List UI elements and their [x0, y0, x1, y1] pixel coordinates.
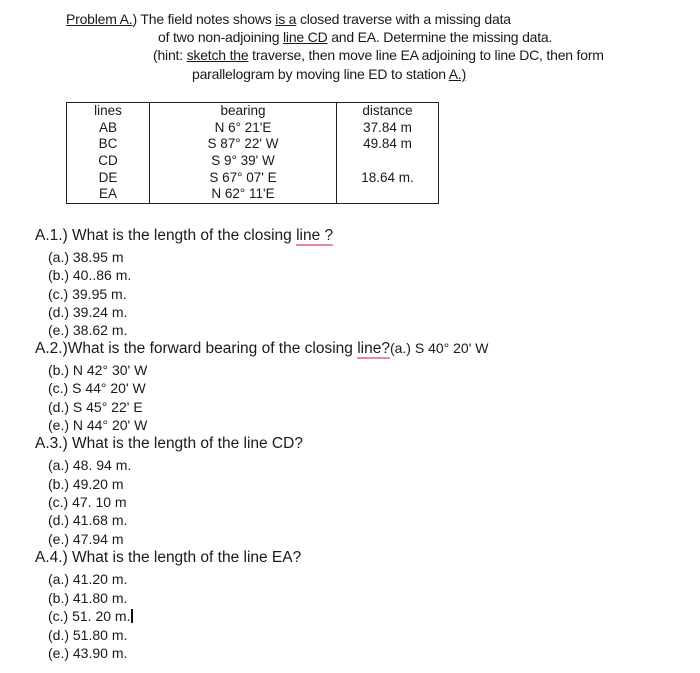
- option-a3-a: (a.) 48. 94 m.: [48, 457, 132, 473]
- question-text: A.1.) What is the length of the closing: [35, 227, 297, 244]
- cell-line: BC: [67, 136, 150, 153]
- option-a2-e: (e.) N 44° 20' W: [48, 417, 148, 433]
- traverse-table: [66, 102, 439, 204]
- table-row: [67, 186, 439, 203]
- problem-text-underlined: is a: [275, 11, 297, 27]
- cell-distance: 49.84 m: [337, 136, 439, 153]
- problem-text: closed traverse with a missing data: [296, 11, 511, 27]
- option-a4-b: (b.) 41.80 m.: [48, 590, 128, 606]
- problem-text: parallelogram by moving line ED to station: [192, 66, 449, 82]
- option-a3-b: (b.) 49.20 m: [48, 476, 124, 492]
- option-a1-c: (c.) 39.95 m.: [48, 286, 127, 302]
- option-a2-b: (b.) N 42° 30' W: [48, 362, 148, 378]
- cell-bearing: S 87° 22' W: [150, 136, 337, 153]
- cell-line: CD: [67, 153, 150, 170]
- text-cursor: [131, 609, 133, 623]
- cell-bearing: S 67° 07' E: [150, 169, 337, 186]
- question-text-flagged: line ?: [296, 227, 334, 244]
- option-a2-a: (a.) S 40° 20' W: [389, 340, 489, 356]
- option-a4-c: [48, 608, 133, 624]
- option-a1-e: (e.) 38.62 m.: [48, 322, 128, 338]
- cell-bearing: N 62° 11'E: [150, 186, 337, 203]
- table-row: [67, 153, 439, 170]
- option-a3-d: (d.) 41.68 m.: [48, 512, 128, 528]
- cell-bearing: S 9° 39' W: [150, 153, 337, 170]
- problem-text-underlined: A.): [448, 66, 467, 82]
- question-text: A.2.)What is the forward bearing of the closing: [35, 340, 358, 357]
- option-a1-b: (b.) 40..86 m.: [48, 267, 132, 283]
- cell-line: AB: [67, 120, 150, 137]
- problem-text: of two non-adjoining: [158, 29, 283, 45]
- option-a2-c: (c.) S 44° 20' W: [48, 380, 146, 396]
- table-row: [67, 120, 439, 137]
- option-a3-e: (e.) 47.94 m: [48, 531, 124, 547]
- problem-text: traverse, then move line EA adjoining to line DC, then form: [248, 47, 604, 63]
- option-a1-d: (d.) 39.24 m.: [48, 304, 128, 320]
- problem-text: ) The field notes shows: [132, 11, 276, 27]
- header-bearing: bearing: [150, 103, 337, 120]
- option-a1-a: (a.) 38.95 m: [48, 249, 124, 265]
- header-distance: distance: [337, 103, 439, 120]
- problem-text-underlined: sketch the: [186, 47, 249, 63]
- problem-line-4: [192, 66, 466, 82]
- table-row: [67, 136, 439, 153]
- problem-line-3: [153, 47, 604, 63]
- problem-label: Problem A.: [66, 11, 133, 27]
- table-row: [67, 169, 439, 186]
- problem-text-underlined: line CD: [283, 29, 328, 45]
- option-a4-a: (a.) 41.20 m.: [48, 571, 128, 587]
- cell-distance: [337, 186, 439, 203]
- cell-line: DE: [67, 169, 150, 186]
- question-a3: A.3.) What is the length of the line CD?: [35, 435, 303, 452]
- question-a4: A.4.) What is the length of the line EA?: [35, 549, 302, 566]
- cell-distance: [337, 153, 439, 170]
- problem-text: and EA. Determine the missing data.: [327, 29, 553, 45]
- header-lines: lines: [67, 103, 150, 120]
- table-header-row: [67, 103, 439, 120]
- cell-line: EA: [67, 186, 150, 203]
- cell-distance: 37.84 m: [337, 120, 439, 137]
- question-text-flagged: line?: [357, 340, 390, 357]
- cell-bearing: N 6° 21'E: [150, 120, 337, 137]
- problem-line-1: [66, 11, 511, 27]
- question-a2: [35, 340, 489, 358]
- option-a3-c: (c.) 47. 10 m: [48, 494, 127, 510]
- option-text: (c.) 51. 20 m.: [48, 608, 131, 624]
- question-a1: [35, 227, 333, 245]
- option-a4-d: (d.) 51.80 m.: [48, 627, 128, 643]
- option-a2-d: (d.) S 45° 22' E: [48, 399, 143, 415]
- cell-distance: 18.64 m.: [337, 169, 439, 186]
- problem-text: (hint:: [153, 47, 187, 63]
- problem-line-2: [158, 29, 552, 45]
- option-a4-e: (e.) 43.90 m.: [48, 645, 128, 661]
